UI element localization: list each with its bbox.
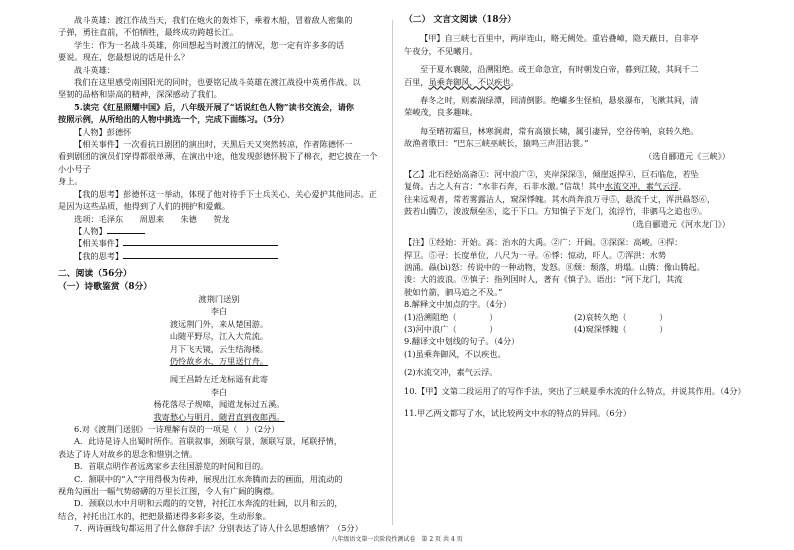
passage-a-line: 至于夏水襄陵，沿溯阻绝。或王命急宣，有时朝发白帝，暮到江陵，其间千二 <box>420 64 699 75</box>
text-line: 战斗英雄： <box>74 64 115 75</box>
q9-item: (1)虽乘奔御风，不以疾也。 <box>404 348 506 359</box>
subsection-heading: （一）诗歌鉴赏（8分） <box>58 281 153 292</box>
source-citation: （选自郦道元《河水龙门》） <box>627 218 730 229</box>
text-line: 学生：作为一名战斗英雄，你回想起当时渡江的情况，您一定有许多多的话 <box>74 39 345 50</box>
fill-event: 【相关事件】 <box>58 237 380 249</box>
passage-b-line: 复倚。古之人有言：“水非石奔，石非水激。”信哉！其中水流交冲，素气云浮， <box>404 181 687 192</box>
example-event: 看到剧团的演员们穿得都很单薄，在演出中途，他发现彭德怀脱下了棉衣，把它披在一个小小号子 <box>58 151 378 174</box>
poem-title: 渡荆门送别 <box>198 293 240 304</box>
answer-blank[interactable] <box>123 250 278 259</box>
passage-a-line: 荣峻茂，良多趣味。 <box>404 107 478 118</box>
question-5: 5.读完《红星照耀中国》后，八年级开展了“话说红色人物”读书交流会，请你 <box>74 101 354 112</box>
text-line: 我们在这里感受南国阳光的同时，也要铭记战斗英雄在渡江战役中英勇作战、以 <box>74 77 361 88</box>
question-10: 10.【甲】文第二段运用了的写作手法，突出了三峡夏季水流的什么特点，并说其作用。（4分） <box>404 385 746 396</box>
note-line: 汹涌。赑(bì)怒：传说中的一种动物，发怒。⑧颓：颓落，坍塌。山腾：像山腾起。 <box>404 261 705 272</box>
question-7: 7．两诗画线句都运用了什么修辞手法？分别表达了诗人什么思想感情？（5分） <box>74 523 363 534</box>
option-c-cont: 视角勾画出一幅气势磅礴的万里长江图，令人有广阔的胸襟。 <box>58 486 280 497</box>
poem-author: 李白 <box>210 386 228 397</box>
q8-item[interactable]: (3)河中浪广（ ） <box>404 323 498 334</box>
example-thinking: 【我的思考】彭德怀这一举动，体现了他对待手下士兵关心、关心爱护其他同志。正 <box>74 188 377 199</box>
example-person: 【人物】彭德怀 <box>74 126 132 137</box>
option-a-cont: 表达了诗人对故乡的思念和惜别之情。 <box>58 448 198 459</box>
question-8-row <box>404 323 744 335</box>
poem-line-underlined: 仍怜故乡水，万里送行舟。 <box>169 355 269 366</box>
question-9: 9.翻译文中划线的句子。（4分） <box>404 336 520 347</box>
left-column <box>58 14 380 535</box>
option-b: B．首联点明作者远离家乡去往国游览的时间和目的。 <box>74 461 269 472</box>
poem-line: 月下飞天镜，云生结海楼。 <box>169 343 269 354</box>
answer-blank[interactable] <box>123 237 278 246</box>
text-line: 子弹，勇往直前，不怕牺牲，最终成功跨越长江。 <box>58 27 239 38</box>
option-a: A．此诗是诗人出蜀时所作。首联叙事，颈联写景，颔联写景，尾联抒情， <box>74 436 342 447</box>
section-heading: 二、阅读（56分） <box>58 269 132 280</box>
passage-b-line: 往来远观者，常若雾露沾人，窥深悸魄。其水尚奔浪万寻⑤，悬流千丈，浑洪赑怒⑥， <box>404 193 716 204</box>
underlined-sentence: 虽乘奔御风，不以疾也 <box>428 76 511 87</box>
note-line: 浚：大的波浪。⑨慎子：指列国时人，著有《慎子》。语出：“河下龙门，其流 <box>404 274 683 285</box>
note-line: 【注】①经始：开始。高：治水的大禹。②广：开阔。③深深：高峻。④捍： <box>404 237 683 248</box>
question-11: 11.甲乙两文都写了水，试比较两文中水的特点的异同。（6分） <box>404 407 632 418</box>
passage-b-line: 鼓若山腾⑦，浚波颓垒⑧，迄于下口。方知慎子下龙门，流浮竹，非驷马之追也⑨。 <box>404 206 707 217</box>
passage-a-line: 【甲】自三峡七百里中，两岸连山，略无阙处。重岩叠嶂，隐天蔽日，自非亭 <box>420 33 699 44</box>
q9-item: (2)水流交冲，素气云浮。 <box>404 367 498 378</box>
right-column <box>404 14 744 419</box>
passage-a-line: 春冬之时，则素湍绿潭，回清倒影。绝巘多生怪柏，悬泉瀑布，飞漱其间，清 <box>420 95 699 106</box>
text-line: 要说。现在，您最想说的话是什么？ <box>58 52 190 63</box>
fill-person: 【人物】 <box>58 225 380 237</box>
column-divider <box>392 20 393 525</box>
poem-line: 渡远荆门外，来从楚国游。 <box>169 318 269 329</box>
example-event: 【相关事件】一次看抗日剧团的演出时，天黑后天又突然转凉，作者陈德怀一 <box>74 139 353 150</box>
option-c: C．颔联中的“入”字用得极为传神，展现出江水奔腾而去的画面，用流动的 <box>74 473 343 484</box>
question-6: 6.对《渡荆门送别》一诗理解有误的一项是（ ）（2分） <box>74 424 280 434</box>
passage-a-line: 百里，虽乘奔御风，不以疾也。 <box>404 76 519 87</box>
fill-think: 【我的思考】 <box>58 250 380 262</box>
q8-item[interactable]: (2)哀转久绝（ ） <box>574 311 668 322</box>
page-footer: 八年级语文第一次阶段性测试卷 第 2 页 共 4 页 <box>331 536 463 543</box>
text-line: 战斗英雄：渡江作战当天，我们在炮火的轰炸下，乘着木船，冒着敌人密集的 <box>74 15 353 25</box>
q8-item[interactable]: (4)窥深悸魄（ ） <box>574 323 668 334</box>
section-heading: （二） 文言文阅读（18分） <box>404 15 517 25</box>
example-thinking: 是因为这些品质，他得到了人们的拥护和爱戴。 <box>58 201 230 212</box>
question-8: 8.解释文中加点的字。（4分） <box>404 299 512 310</box>
poem-line: 杨花落尽子规啼，闻道龙标过五溪。 <box>153 399 285 410</box>
option-d: D．颈联以水中月明和云霞的的交替，衬托江水奔流的壮阔，以月和云的， <box>74 498 343 509</box>
poem-line-underlined: 我寄愁心与明月，随君直到夜郎西。 <box>153 411 285 422</box>
source-citation: （选自郦道元《三峡》） <box>644 150 730 161</box>
question-5-cont: 按照示例，从所给出的人物中挑选一个，完成下面练习。（5分） <box>58 114 289 125</box>
passage-b-line: 【乙】北石经始高斋①：河中浪广②，夹岸深深③，倾崖返捍④，巨石临危，若坠 <box>404 169 699 180</box>
option-d-cont: 结合，衬托出江水的，把把景描述得多彩多姿，生动形象。 <box>58 510 271 521</box>
note-line: 捍卫。⑤寻：长度单位，八尺为一寻。⑥悸：惊动，吓人。⑦浑洪：水势 <box>404 249 667 260</box>
poem-line: 山随平野尽，江入大荒流。 <box>169 331 269 342</box>
options: 选项：毛泽东 周恩来 朱德 贺龙 <box>74 213 230 224</box>
passage-a-line: 每至晴初霜旦，林寒涧肃，常有高猿长啸，属引凄异，空谷传响，哀转久绝。 <box>420 125 699 136</box>
example-event: 身上。 <box>58 176 83 187</box>
answer-blank[interactable] <box>107 225 145 234</box>
question-8-row <box>404 311 744 323</box>
text-line: 坚韧的品格和崇高的精神，深深感动了我们。 <box>58 89 222 100</box>
passage-a-line: 故渔者歌曰：“巴东三峡巫峡长，猿鸣三声泪沾裳。” <box>404 138 589 149</box>
passage-a-line: 午夜分，不见曦月。 <box>404 45 478 56</box>
underlined-sentence: 水流交冲，素气云浮 <box>604 181 679 192</box>
q8-item[interactable]: (1)沿溯阻绝（ ） <box>404 311 498 322</box>
poem-title: 闻王昌龄左迁龙标遥有此寄 <box>169 374 269 385</box>
poem-author: 李白 <box>210 306 228 317</box>
note-line: 驶如竹箭，驷马追之不及。” <box>404 286 503 297</box>
